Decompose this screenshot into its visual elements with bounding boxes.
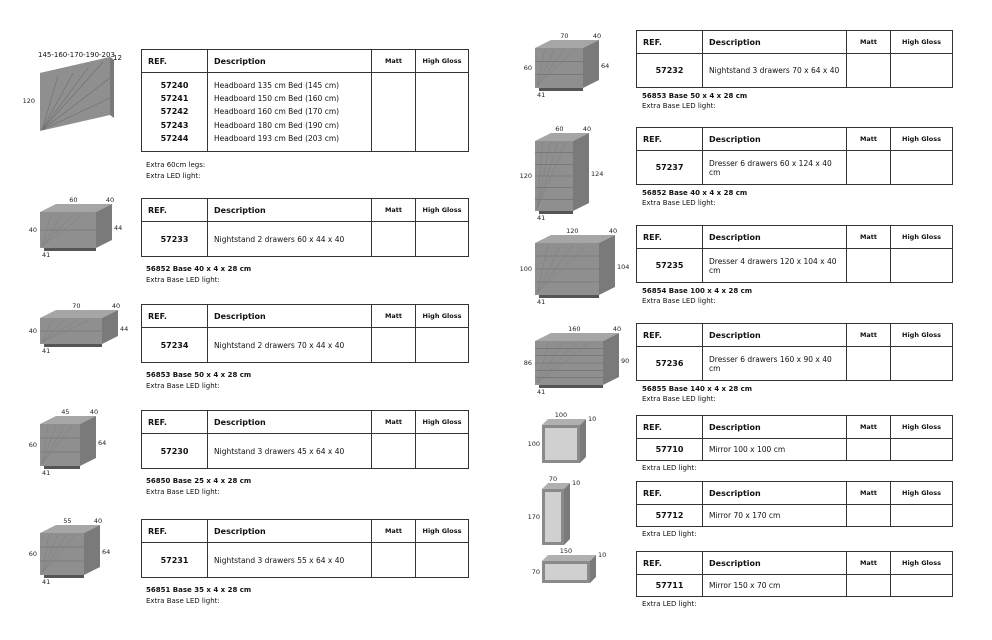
ref-number: 57710: [637, 439, 703, 461]
cabinet-side: [603, 333, 619, 385]
base-note: 56854 Base 100 x 4 x 28 cm: [642, 287, 753, 295]
col-matt-header: Matt: [372, 50, 416, 73]
description-cell: [208, 73, 372, 152]
col-matt-header: Matt: [847, 552, 891, 575]
dim-width: 100: [554, 411, 568, 419]
col-high-gloss-header: High Gloss: [891, 324, 953, 347]
matt-cell[interactable]: [847, 151, 891, 185]
col-high-gloss-header: High Gloss: [416, 199, 469, 222]
dim-depth: 40: [592, 32, 602, 40]
col-ref-header: REF.: [637, 482, 703, 505]
cabinet-side: [80, 416, 96, 466]
mirror-image: [527, 475, 581, 551]
ref-number: 57237: [637, 151, 703, 185]
dim-depth: 40: [582, 125, 592, 133]
led-note: Extra Base LED light:: [146, 597, 220, 605]
description-text: Headboard 180 cm Bed (190 cm): [214, 120, 340, 130]
description-text: Nightstand 3 drawers 55 x 64 x 40: [208, 543, 372, 578]
mirror-table: [636, 481, 953, 527]
col-ref-header: REF.: [637, 226, 703, 249]
col-description-header: Description: [703, 416, 847, 439]
matt-cell[interactable]: [847, 347, 891, 381]
led-note: Extra Base LED light:: [146, 488, 220, 496]
col-description-header: Description: [208, 520, 372, 543]
dim-height-side: 44: [114, 224, 123, 232]
col-ref-header: REF.: [637, 552, 703, 575]
led-note: Extra LED light:: [642, 600, 697, 608]
col-ref-header: REF.: [142, 199, 208, 222]
matt-cell[interactable]: [847, 505, 891, 527]
description-text: Dresser 6 drawers 60 x 124 x 40 cm: [703, 151, 847, 185]
product-table: [141, 410, 469, 469]
headboard-depth-label: 12: [113, 54, 122, 62]
dim-base: 41: [42, 251, 51, 259]
ref-number: 57711: [637, 575, 703, 597]
dim-depth: 40: [612, 325, 622, 333]
description-text: Mirror 150 x 70 cm: [703, 575, 847, 597]
description-text: Headboard 135 cm Bed (145 cm): [214, 80, 340, 90]
col-description-header: Description: [703, 31, 847, 54]
product-image: [28, 302, 129, 355]
mirror-table: [636, 415, 953, 461]
product-image: [519, 227, 630, 306]
extra-led-note: Extra LED light:: [146, 172, 201, 180]
description-text: Nightstand 3 drawers 45 x 64 x 40: [208, 434, 372, 469]
cabinet-base: [44, 344, 102, 347]
ref-number: 57230: [142, 434, 208, 469]
matt-cell[interactable]: [372, 434, 416, 469]
extra-legs-note: Extra 60cm legs:: [146, 161, 206, 169]
col-matt-header: Matt: [847, 416, 891, 439]
high-gloss-cell[interactable]: [891, 249, 953, 283]
dim-depth: 40: [111, 302, 121, 310]
mirror-image: [531, 547, 607, 589]
cabinet-side: [573, 133, 589, 211]
matt-cell[interactable]: [847, 439, 891, 461]
description-text: Mirror 70 x 170 cm: [703, 505, 847, 527]
col-description-header: Description: [208, 50, 372, 73]
mirror-image: [527, 411, 597, 469]
dim-height-front: 40: [28, 226, 37, 234]
high-gloss-cell[interactable]: [416, 328, 469, 363]
col-description-header: Description: [703, 324, 847, 347]
col-matt-header: Matt: [847, 31, 891, 54]
dim-width: 160: [568, 325, 581, 333]
headboard-sizes-label: 145-160-170-190-203: [38, 51, 115, 59]
dim-base: 41: [537, 214, 546, 222]
mirror-side: [564, 483, 570, 545]
dim-width: 70: [72, 302, 81, 310]
product-image: [523, 32, 610, 99]
dim-width: 60: [69, 196, 78, 204]
col-high-gloss-header: High Gloss: [891, 31, 953, 54]
dim-base: 41: [537, 388, 546, 396]
dim-width: 150: [559, 547, 573, 555]
base-note: 56853 Base 50 x 4 x 28 cm: [642, 92, 748, 100]
dim-height-side: 104: [617, 263, 630, 271]
dim-height-side: 124: [591, 170, 604, 178]
ref-number: 57231: [142, 543, 208, 578]
mirror-top: [542, 419, 586, 425]
cabinet-side: [84, 525, 100, 575]
col-description-header: Description: [703, 482, 847, 505]
dim-depth: 10: [588, 415, 597, 423]
col-high-gloss-header: High Gloss: [891, 416, 953, 439]
led-note: Extra LED light:: [642, 530, 697, 538]
col-description-header: Description: [208, 411, 372, 434]
dim-depth: 40: [89, 408, 99, 416]
col-matt-header: Matt: [847, 482, 891, 505]
matt-cell[interactable]: [847, 54, 891, 88]
base-note: 56852 Base 40 x 4 x 28 cm: [146, 265, 252, 273]
col-description-header: Description: [703, 552, 847, 575]
product-table: [141, 198, 469, 257]
col-matt-header: Matt: [372, 520, 416, 543]
high-gloss-cell[interactable]: [416, 543, 469, 578]
matt-cell[interactable]: [372, 222, 416, 257]
ref-number: 57243: [160, 120, 189, 130]
base-note: 56853 Base 50 x 4 x 28 cm: [146, 371, 252, 379]
dim-base: 41: [42, 469, 51, 477]
dim-width: 70: [560, 32, 569, 40]
mirror-glass: [545, 428, 577, 460]
col-description-header: Description: [208, 199, 372, 222]
dim-width: 55: [63, 517, 72, 525]
col-ref-header: REF.: [637, 416, 703, 439]
led-note: Extra Base LED light:: [642, 199, 716, 207]
col-matt-header: Matt: [372, 305, 416, 328]
cabinet-base: [539, 295, 599, 298]
high-gloss-cell[interactable]: [891, 54, 953, 88]
dim-height-front: 60: [28, 550, 37, 558]
product-image: [519, 125, 604, 222]
ref-number: 57232: [637, 54, 703, 88]
matt-cell[interactable]: [372, 73, 416, 152]
matt-cell[interactable]: [847, 249, 891, 283]
high-gloss-cell[interactable]: [891, 347, 953, 381]
led-note: Extra LED light:: [642, 464, 697, 472]
description-text: Dresser 6 drawers 160 x 90 x 40 cm: [703, 347, 847, 381]
dim-height-side: 64: [98, 439, 107, 447]
product-image: [28, 517, 111, 586]
cabinet-base: [539, 88, 583, 91]
product-table: [141, 304, 469, 363]
col-description-header: Description: [703, 128, 847, 151]
description-text: Headboard 193 cm Bed (203 cm): [214, 134, 340, 144]
description-text: Dresser 4 drawers 120 x 104 x 40 cm: [703, 249, 847, 283]
cabinet-front: [535, 48, 583, 88]
col-high-gloss-header: High Gloss: [891, 552, 953, 575]
dim-width: 70: [548, 475, 558, 483]
col-ref-header: REF.: [142, 50, 208, 73]
ref-number: 57241: [160, 93, 189, 103]
dim-width: 45: [61, 408, 70, 416]
high-gloss-cell[interactable]: [416, 434, 469, 469]
high-gloss-cell[interactable]: [891, 575, 953, 597]
description-text: Nightstand 2 drawers 60 x 44 x 40: [208, 222, 372, 257]
mirror-side: [580, 419, 586, 463]
col-ref-header: REF.: [142, 305, 208, 328]
product-image: [28, 196, 123, 259]
ref-number: 57233: [142, 222, 208, 257]
dim-height: 70: [531, 568, 540, 576]
dim-width: 120: [566, 227, 579, 235]
led-note: Extra Base LED light:: [146, 382, 220, 390]
product-table: [636, 127, 953, 185]
col-high-gloss-header: High Gloss: [416, 411, 469, 434]
dim-height-side: 90: [621, 357, 630, 365]
mirror-top: [542, 555, 596, 561]
dim-base: 41: [42, 347, 51, 355]
ref-number: 57712: [637, 505, 703, 527]
base-note: 56852 Base 40 x 4 x 28 cm: [642, 189, 748, 197]
col-high-gloss-header: High Gloss: [891, 128, 953, 151]
product-table: [636, 30, 953, 88]
base-note: 56855 Base 140 x 4 x 28 cm: [642, 385, 753, 393]
led-note: Extra Base LED light:: [146, 276, 220, 284]
high-gloss-cell[interactable]: [891, 505, 953, 527]
led-note: Extra Base LED light:: [642, 102, 716, 110]
dim-depth: 40: [105, 196, 115, 204]
dim-height-front: 120: [519, 172, 532, 180]
col-high-gloss-header: High Gloss: [891, 226, 953, 249]
ref-cell: [142, 73, 208, 152]
col-matt-header: Matt: [847, 324, 891, 347]
base-note: 56851 Base 35 x 4 x 28 cm: [146, 586, 252, 594]
led-note: Extra Base LED light:: [642, 297, 716, 305]
dim-base: 41: [42, 578, 51, 586]
description-text: Mirror 100 x 100 cm: [703, 439, 847, 461]
col-ref-header: REF.: [142, 520, 208, 543]
headboard-table: [141, 49, 469, 152]
dim-base: 41: [537, 298, 546, 306]
ref-number: 57240: [160, 80, 189, 90]
mirror-glass: [545, 492, 561, 542]
headboard-height-label: 120: [22, 97, 35, 105]
dim-base: 41: [537, 91, 546, 99]
dim-height-front: 60: [523, 64, 532, 72]
high-gloss-cell[interactable]: [416, 73, 469, 152]
col-ref-header: REF.: [637, 31, 703, 54]
col-matt-header: Matt: [372, 199, 416, 222]
col-high-gloss-header: High Gloss: [416, 50, 469, 73]
dim-height-front: 60: [28, 441, 37, 449]
ref-number: 57234: [142, 328, 208, 363]
dim-height: 170: [527, 513, 540, 521]
product-image: [28, 408, 107, 477]
high-gloss-cell[interactable]: [891, 151, 953, 185]
description-text: Headboard 150 cm Bed (160 cm): [214, 93, 340, 103]
cabinet-front: [40, 424, 80, 466]
dim-depth: 40: [608, 227, 618, 235]
matt-cell[interactable]: [372, 543, 416, 578]
col-matt-header: Matt: [847, 226, 891, 249]
dim-height-side: 64: [601, 62, 610, 70]
col-matt-header: Matt: [372, 411, 416, 434]
col-high-gloss-header: High Gloss: [891, 482, 953, 505]
matt-cell[interactable]: [372, 328, 416, 363]
description-text: Nightstand 3 drawers 70 x 64 x 40: [703, 54, 847, 88]
col-ref-header: REF.: [637, 324, 703, 347]
high-gloss-cell[interactable]: [416, 222, 469, 257]
cabinet-front: [40, 533, 84, 575]
product-image: [523, 325, 630, 396]
dim-width: 60: [555, 125, 564, 133]
high-gloss-cell[interactable]: [891, 439, 953, 461]
dim-depth: 10: [598, 551, 607, 559]
dim-height-side: 64: [102, 548, 111, 556]
dim-depth: 10: [572, 479, 581, 487]
col-description-header: Description: [208, 305, 372, 328]
dim-height-front: 86: [523, 359, 532, 367]
dim-height: 100: [527, 440, 540, 448]
led-note: Extra Base LED light:: [642, 395, 716, 403]
ref-number: 57242: [160, 107, 189, 117]
product-table: [636, 323, 953, 381]
ref-number: 57236: [637, 347, 703, 381]
dim-depth: 40: [93, 517, 103, 525]
dim-height-side: 44: [120, 325, 129, 333]
mirror-table: [636, 551, 953, 597]
cabinet-base: [539, 385, 603, 388]
col-high-gloss-header: High Gloss: [416, 305, 469, 328]
mirror-glass: [545, 564, 587, 580]
col-matt-header: Matt: [847, 128, 891, 151]
col-ref-header: REF.: [142, 411, 208, 434]
product-table: [636, 225, 953, 283]
cabinet-side: [599, 235, 615, 295]
product-table: [141, 519, 469, 578]
ref-number: 57235: [637, 249, 703, 283]
col-high-gloss-header: High Gloss: [416, 520, 469, 543]
base-note: 56850 Base 25 x 4 x 28 cm: [146, 477, 252, 485]
cabinet-side: [583, 40, 599, 88]
col-ref-header: REF.: [637, 128, 703, 151]
cabinet-base: [44, 248, 96, 251]
dim-height-front: 100: [519, 265, 532, 273]
matt-cell[interactable]: [847, 575, 891, 597]
dim-height-front: 40: [28, 327, 37, 335]
ref-number: 57244: [160, 134, 189, 144]
col-description-header: Description: [703, 226, 847, 249]
description-text: Nightstand 2 drawers 70 x 44 x 40: [208, 328, 372, 363]
description-text: Headboard 160 cm Bed (170 cm): [214, 107, 340, 117]
